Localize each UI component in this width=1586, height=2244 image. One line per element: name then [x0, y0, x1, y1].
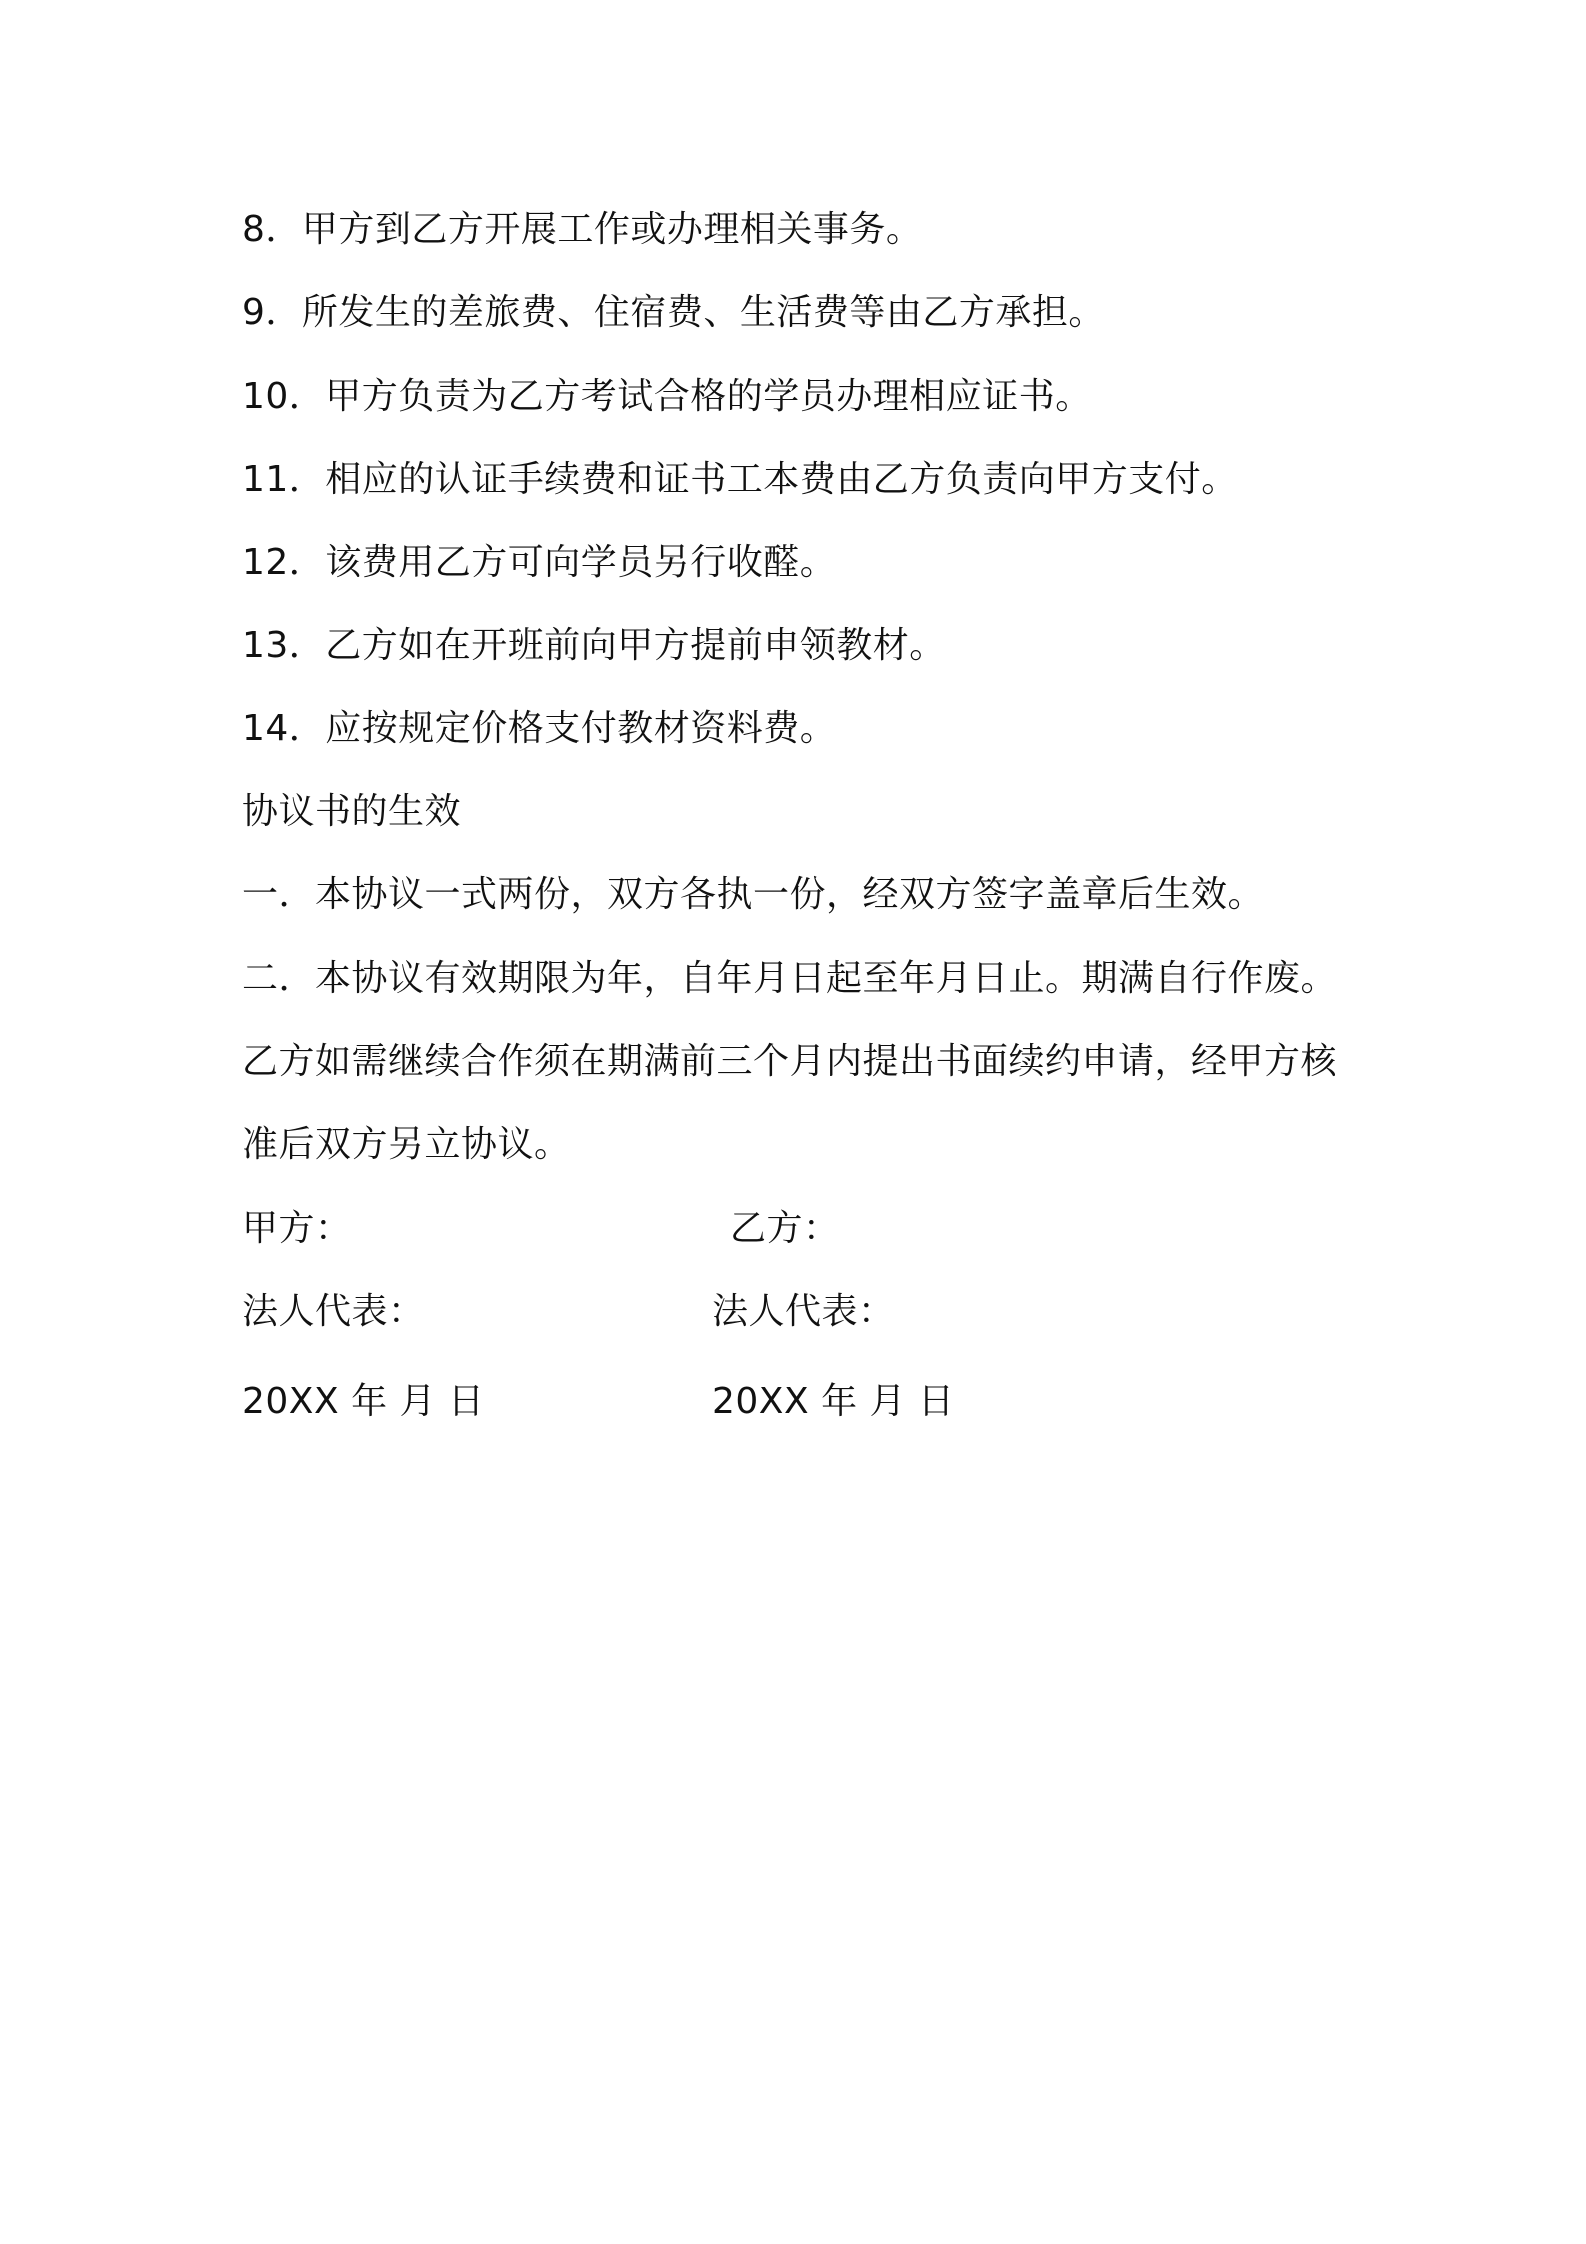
effect-clause-2: 二．本协议有效期限为年，自年月日起至年月日止。期满自行作废。 [242, 958, 1338, 999]
effect-clause-1: 一．本协议一式两份，双方各执一份，经双方签字盖章后生效。 [242, 874, 1265, 915]
clause-9: 9．所发生的差旅费、住宿费、生活费等由乙方承担。 [242, 292, 1105, 333]
clause-14: 14．应按规定价格支付教材资料费。 [242, 708, 837, 749]
renewal-line-1: 乙方如需继续合作须在期满前三个月内提出书面续约申请，经甲方核 [242, 1041, 1338, 1082]
section-title: 协议书的生效 [242, 791, 462, 832]
clause-12: 12．该费用乙方可向学员另行收醛。 [242, 542, 837, 583]
party-b-label: 乙方： [730, 1208, 840, 1249]
rep-a-label: 法人代表： [242, 1291, 425, 1332]
clause-13: 13．乙方如在开班前向甲方提前申领教材。 [242, 625, 946, 666]
renewal-line-2: 准后双方另立协议。 [242, 1124, 571, 1165]
clause-8: 8．甲方到乙方开展工作或办理相关事务。 [242, 209, 923, 250]
party-a-label: 甲方： [242, 1208, 352, 1249]
clause-11: 11．相应的认证手续费和证书工本费由乙方负责向甲方支付。 [242, 459, 1238, 500]
date-b: 20XX 年 月 日 [712, 1381, 955, 1422]
clause-10: 10．甲方负责为乙方考试合格的学员办理相应证书。 [242, 376, 1092, 417]
date-a: 20XX 年 月 日 [242, 1381, 485, 1422]
rep-b-label: 法人代表： [712, 1291, 895, 1332]
